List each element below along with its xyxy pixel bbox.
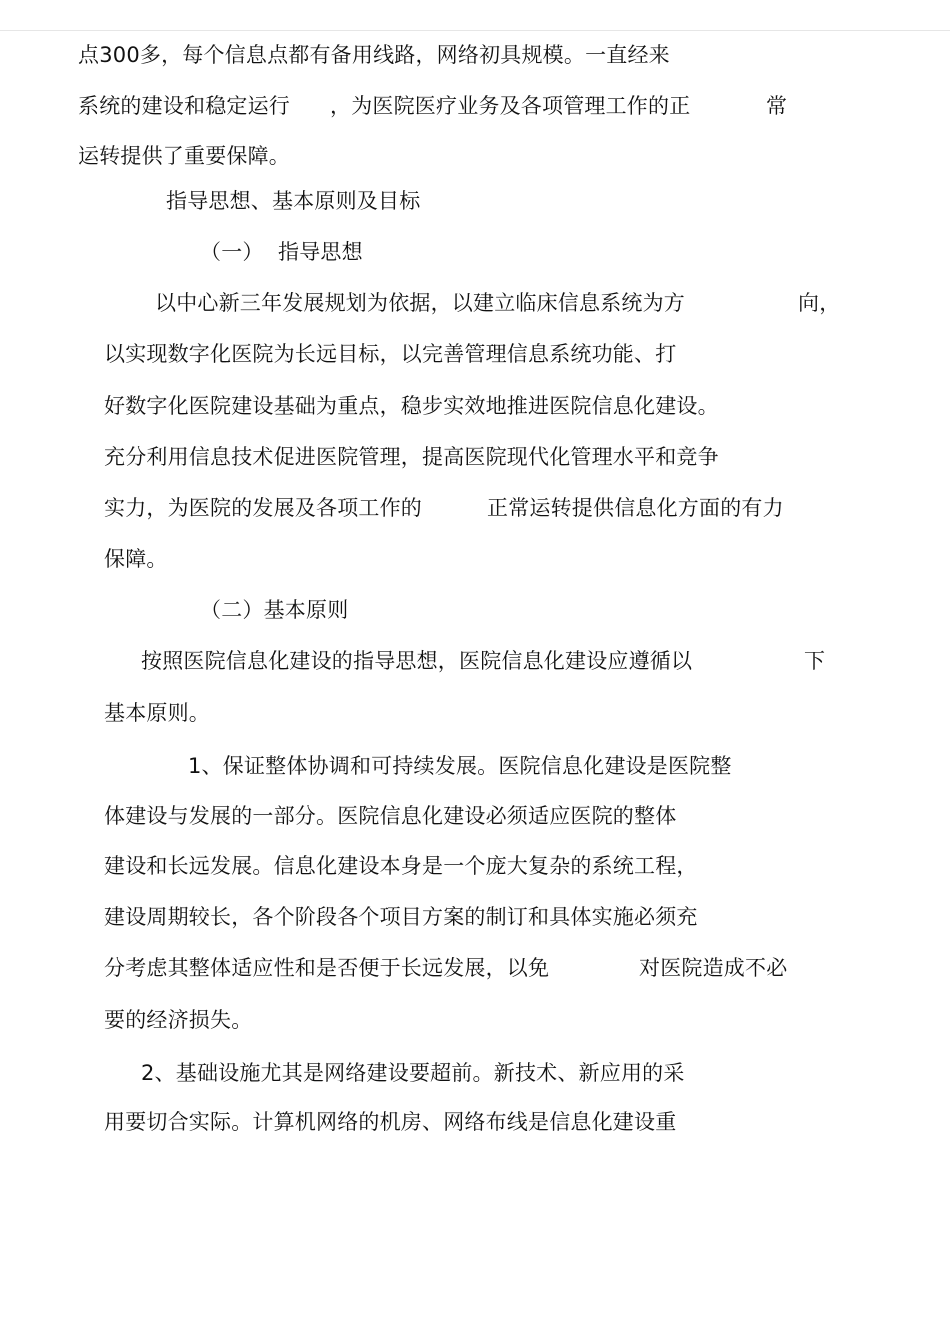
heading-text: （二）基本原则 — [200, 598, 349, 622]
heading-number: （一） — [200, 240, 264, 264]
text-segment: 实力，为医院的发展及各项工作的 — [104, 496, 422, 520]
text-segment: 下 — [804, 649, 826, 673]
text-segment: 2、基础设施尤其是网络建设要超前。新技术、新应用的采 — [141, 1061, 685, 1085]
text-segment: 以中心新三年发展规划为依据，以建立临床信息系统为方 — [155, 291, 685, 315]
text-segment: 保障。 — [104, 547, 168, 571]
text-segment: 1、保证整体协调和可持续发展。医院信息化建设是医院整 — [188, 754, 732, 778]
text-segment: 用要切合实际。计算机网络的机房、网络布线是信息化建设重 — [104, 1110, 677, 1134]
text-segment: 常 — [766, 94, 788, 118]
text-segment: 要的经济损失。 — [104, 1008, 253, 1032]
text-segment: 好数字化医院建设基础为重点，稳步实效地推进医院信息化建设。 — [104, 394, 719, 418]
text-segment: 正常运转提供信息化方面的有力 — [487, 496, 784, 520]
text-segment: 点300多，每个信息点都有备用线路，网络初具规模。一直经来 — [78, 43, 670, 67]
top-divider — [0, 30, 950, 31]
text-segment: 体建设与发展的一部分。医院信息化建设必须适应医院的整体 — [104, 804, 677, 828]
text-segment: 基本原则。 — [104, 701, 210, 725]
text-segment: 系统的建设和稳定运行 — [78, 94, 290, 118]
text-segment: 运转提供了重要保障。 — [78, 144, 290, 168]
text-segment: 对医院造成不必 — [639, 956, 788, 980]
text-segment: 充分利用信息技术促进医院管理，提高医院现代化管理水平和竞争 — [104, 445, 719, 469]
heading-text: 指导思想、基本原则及目标 — [166, 189, 421, 213]
text-segment: 向， — [798, 291, 841, 315]
text-segment: 以实现数字化医院为长远目标，以完善管理信息系统功能、打 — [104, 342, 677, 366]
text-segment: ，为医院医疗业务及各项管理工作的正 — [330, 94, 691, 118]
text-segment: 分考虑其整体适应性和是否便于长远发展，以免 — [104, 956, 550, 980]
heading-text: 指导思想 — [278, 240, 363, 264]
text-segment: 建设和长远发展。信息化建设本身是一个庞大复杂的系统工程， — [104, 854, 698, 878]
text-segment: 建设周期较长，各个阶段各个项目方案的制订和具体实施必须充 — [104, 905, 698, 929]
text-segment: 按照医院信息化建设的指导思想，医院信息化建设应遵循以 — [141, 649, 693, 673]
